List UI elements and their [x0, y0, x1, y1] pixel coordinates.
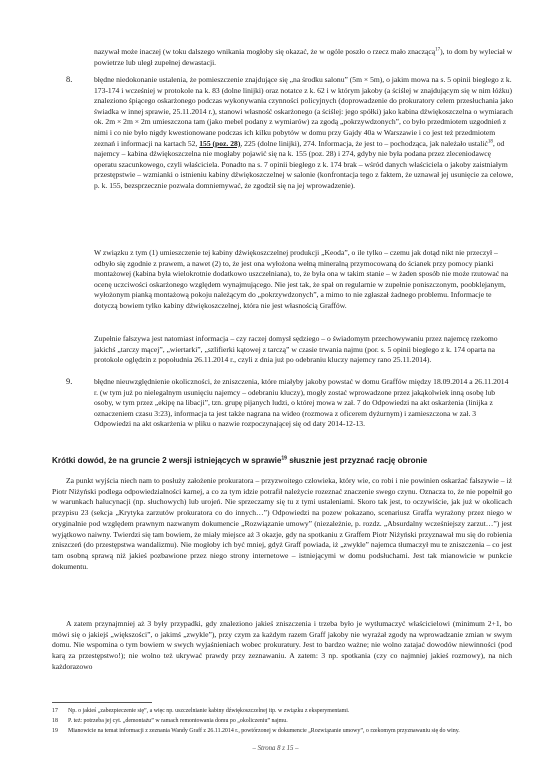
page-reference-link[interactable]: 155 (poz. 28) — [199, 138, 241, 148]
footnote-text: Np. o jakieś „zabezpieczenie się”, a więc np. uszczelnianie kabiny dźwiękoszczelnej itp. w związku z eksperymentami. — [68, 708, 350, 714]
section-paragraph-2: A zatem przynajmniej aż 3 były przypadki, gdy znaleziono jakieś zniszczenia i trzeba było je wytłumaczyć właścicielowi (minimum 2+1, bo mówi się o jakiejś „większości”, o jakimś „zwykle”), przy czym za każdym razem Graff jakoby nie wyrażał zgody na wprowadzanie zmian w swym domu. Nie wspomina o tym bowiem w swych wyjaśnieniach wobec prokuratury. Jest to bardzo ważne; nie wolno zatajać dowodów niewinności (pod karą za przestępstwo!); nie wolno też ukrywać prawdy przy zeznawaniu. A zatem: 3 np. spotkania (czy co najmniej jakieś rozmowy), na nich każdorazowo — [52, 619, 512, 671]
item-8-paragraph-3: Zupełnie fałszywa jest natomiast informacja – czy raczej domysł sędziego – o świadomym przechowywaniu przez najemcę rzekomo jakichś „tarczy mącej”, „wiertarki”, „szlifierki kątowej z tarczą” w czasie trwania najmu (por. s. 5 opinii biegłego z k. 174 oparta na protokole oględzin z popołudnia 26.11.2014 r., czyli z dnia już po odebraniu kluczy najemcy rano 25.11.2014). — [94, 334, 498, 365]
section-heading-text-a: Krótki dowód, że na gruncie 2 wersji istniejących w sprawie — [52, 456, 282, 465]
section-heading-text-b: słusznie jest przyznać rację obronie — [286, 456, 428, 465]
footnote-text: Mianowicie na temat informacji z zeznania Wandy Graff z 26.11.2014 r., powtórzonej w dokumencie „Rozwiązanie umowy”, o rzekomym przyznawaniu się do winy. — [68, 728, 460, 734]
item-9-paragraph: błędne nieuwzględnienie okoliczności, że zniszczenia, które miałyby jakoby powstać w domu Graffów między 18.09.2014 a 26.11.2014 r. (w tym już po nielegalnym usunięciu najemcy – odebraniu kluczy), mogły zostać wprowadzone przez jakąkolwiek inną osobę lub osoby, w tym przez „ekipę na libacji”, tzn. grupę pijanych ludzi, o której mowa w zał. 7 do Odpowiedzi na akt oskarżenia (linijka z oznaczeniem czasu 3:23), informacja ta jest także nagrana na wideo (rozmowa z oficerem dyżurnym) i zamieszczona w zał. 3 Odpowiedzi na akt oskarżenia w pliku o nazwie rozpoczynającej się od daty 2014-12-13. — [94, 377, 509, 429]
footnote-number: 19 — [52, 728, 58, 734]
footnote-ref-19[interactable]: 19 — [281, 455, 287, 462]
footnote-separator — [52, 702, 152, 703]
footnote-number: 17 — [52, 708, 58, 714]
item-8-paragraph-2: W związku z tym (1) umieszczenie tej kabiny dźwiękoszczelnej produkcji „Keoda”, o ile tylko – czemu jak dotąd nikt nie przeczył – odbyło się zgodnie z prawem, a nawet (2) to, że jest ona wyłożona wełną mineralną przymocowaną do ścianek przy pomocy pianki montażowej (kabina była wielokrotnie dodatkowo uszczelniana), to, że była ona w takim stanie – w żaden sposób nie może rzutować na ocenę uczciwości oskarżonego względem wynajmującego. Nie jest tak, że spał on regularnie w zupełnie poniszczonym, poobklejanym, wyłożonym pianką montażową pokoju należącym do „pokrzywdzonych”, a mimo to nie zgłaszał żadnego problemu. Informacje te dotyczą bowiem tylko kabiny dźwiękoszczelnej, która nie jest własnością Graffów. — [94, 248, 509, 310]
footnote-17 — [52, 708, 512, 716]
item-8-paragraph — [94, 75, 514, 192]
footnote-ref-17[interactable]: 17 — [435, 47, 441, 53]
item-number-8: 8. — [66, 75, 73, 84]
page-number-footer: – Strona 8 z 15 – — [252, 745, 299, 752]
item-8-text-c: , od najemcy – kabina dźwiękoszczelna nie mogłaby pojawić się na k. 155 (poz. 28) i 274, gdyby nie była podana przez zleceniodawcę operatu szacunkowego, czyli właściciela. Ponadto na s. 7 opinii biegłego z k. 174 brak – wśród danych właściciela o jakoby zaistniałym przestępstwie – wzmianki o istnieniu kabiny dźwiękoszczelnej w salonie (konfrontacja tego z faktem, że uznawał jej usunięcie za celowe, p. k. 155, bezsprzecznie pozwala domniemywać, że zgodził się na jej wprowadzenie). — [94, 138, 514, 190]
continuation-text-b: ), to dom by wyleciał w powietrze lub uległ zupełnej dewastacji. — [94, 47, 513, 67]
footnote-number: 18 — [52, 718, 58, 724]
item-number-9: 9. — [66, 377, 73, 386]
continuation-paragraph — [94, 47, 514, 68]
section-paragraph-1: Za punkt wyjścia niech nam to posłuży założenie prokuratora – przyzwoitego człowieka, który wie, co robi i nie powinien oskarżać fałszywie – iż Piotr Niżyński podlega odpowiedzialności karnej, a co za tym idzie potrafił należycie rozeznać znaczenie swego czynu. Oznacza to, że nie popełnił go w warunkach halucynacji (np. słuchowych) lub urojeń. Nie sprzeczamy się tu z tymi ustaleniami. Skoro tak jest, to oczywiście, jak już w okolicach przypisu 23 (sekcja „Krytyka zarzutów prokuratora co do innych…”) Odpowiedzi na pozew pokazano, scenariusz Graffa wyrażony przez niego w oryginalnie pod względem prawnym nazwanym dokumencie „Rozwiązanie umowy” (niezależnie, p. rozdz. „Absurdalny wcześniejszy zarzut…”) jest wyjątkowo naiwny. Twierdzi się tam bowiem, że miały miejsce aż 3 okazje, gdy na spotkaniu z Graffem Piotr Niżyński przyznawał mu się do robienia zniszczeń (do przestępstwa wandalizmu). Nie mogłoby ich być mniej, gdyż Graff powiada, iż „zwykle” najemca tłumaczył mu te zniszczenia – co jest tam osobną sprawą niż jakieś pozbawione przez niego strony internetowe – istniejącymi w domu podsłuchami. Jest tak mianowicie w punkcie dokumentu. — [52, 476, 512, 571]
footnote-18 — [52, 718, 512, 726]
footnote-text: P. też: potrzeba jej cyt. „demontażu” w ramach remontowania domu po „okoliczeniu” najmu. — [68, 718, 288, 724]
item-8-text-b: , 225 (dolne linijki), 274. Informacja, że jest to – pochodząca, jak należało ustalić — [240, 138, 488, 148]
footnote-ref-18[interactable]: 18 — [487, 139, 493, 145]
section-heading — [52, 455, 522, 466]
continuation-text-a: nazywał może inaczej (w toku dalszego wnikania mogłoby się okazać, że w ogóle poszło o rzecz mało znaczącą — [94, 47, 436, 56]
item-8-text-a: błędne niedokonanie ustalenia, że pomieszczenie znajdujące się „na środku salonu” (5m × 5m), o jakim mowa na s. 5 opinii biegłego z k. 173-174 i wcześniej w protokole na k. 83 (dolne linijki) oraz notatce z k. 62 i w którym jakoby (a ściślej w znajdującym się w nim łóżku) znaleziono śpiącego oskarżonego podczas wykonywania czynności policyjnych (doprowadzenie do prokuratory celem przesłuchania jako świadka w innej sprawie, 25.11.2014 r.), stanowi własność oskarżonego (a ściślej: jego spółki) jako kabina dźwiękoszczelna o wymiarach ok. 2m × 2m × 2m umieszczona tam (jako mebel podany z wymiarów) za zgodą „pokrzywdzonych”, co było przedmiotem uzgodnień z nimi i co nie było nigdy kwestionowane podczas ich kilku pobytów w domu przy Gajdy 40a w Warszawie i co jest też przedmiotem zeznań i informacji na kartach 52, — [94, 75, 514, 148]
footnote-19 — [52, 728, 512, 736]
